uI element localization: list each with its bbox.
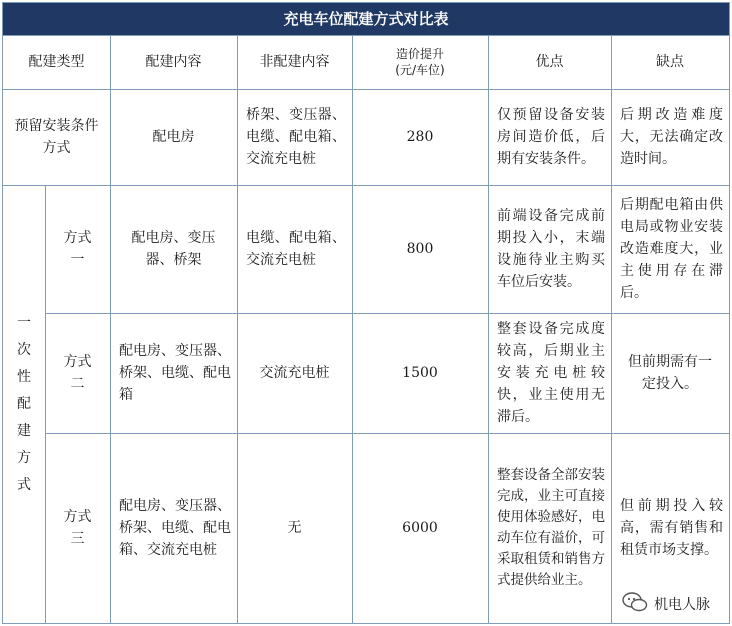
watermark-text: 机电人脉 [654,597,710,613]
way2-content: 配电房、变压器、桥架、电缆、配电箱 [119,343,231,403]
row-reserved-pros: 仅预留设备安装房间造价低，后期有安装条件。 [497,107,605,167]
way3-label [45,433,110,623]
header-type: 配建类型 [28,54,85,70]
header-cost: 造价提升 (元/车位) [395,47,445,77]
way1-label-text: 方式一 [63,230,92,268]
way3-non-content: 无 [287,520,302,536]
way2-pros: 整套设备完成度较高，后期业主安装充电桩较快，业主使用无滞后。 [497,321,605,425]
way1-content: 配电房、变压器、桥架 [131,230,216,268]
row-reserved-cons: 后期改造难度大，无法确定改造时间。 [620,107,723,167]
watermark [622,592,710,616]
way2-cons: 但前期需有一定投入。 [628,354,712,392]
row-reserved-type: 预留安装条件方式 [14,118,99,156]
wechat-icon [622,592,648,616]
way3-pros: 整套设备全部安装完成，业主可直接使用体验感好，电动车位有溢价，可采取租赁和销售方式提供给业主。 [497,467,605,588]
header-content: 配建内容 [145,54,202,70]
way1-label [45,185,110,313]
header-pros: 优点 [535,54,564,70]
comparison-table [2,2,730,624]
row-reserved-content: 配电房 [152,129,195,145]
way3-label-text: 方式三 [63,509,92,547]
way2-cost: 1500 [402,365,438,381]
way2-label-text: 方式二 [63,354,92,392]
way2-non-content: 交流充电桩 [259,365,330,381]
way3-content: 配电房、变压器、桥架、电缆、配电箱、交流充电桩 [119,498,231,558]
way1-non-content: 电缆、配电箱、交流充电桩 [246,230,346,268]
header-cons: 缺点 [656,54,684,70]
header-non-content: 非配建内容 [259,54,330,70]
row-reserved-cost: 280 [406,129,434,145]
way2-label [45,313,110,433]
way1-pros: 前端设备完成前期投入小，末端设施待业主购买车位后安装。 [497,208,605,290]
way3-cost: 6000 [402,520,438,536]
group-onetime-label [3,185,45,623]
group-onetime-text: 一次性配建方式 [17,314,31,493]
row-reserved-non-content: 桥架、变压器、电缆、配电箱、交流充电桩 [246,107,346,167]
table-title: 充电车位配建方式对比表 [3,3,729,35]
way1-cost: 800 [406,241,434,257]
way3-cons: 但前期投入较高，需有销售和租赁市场支撑。 [620,498,723,558]
way1-cons: 后期配电箱由供电局或物业安装改造难度大，业主使用存在滞后。 [620,197,723,301]
